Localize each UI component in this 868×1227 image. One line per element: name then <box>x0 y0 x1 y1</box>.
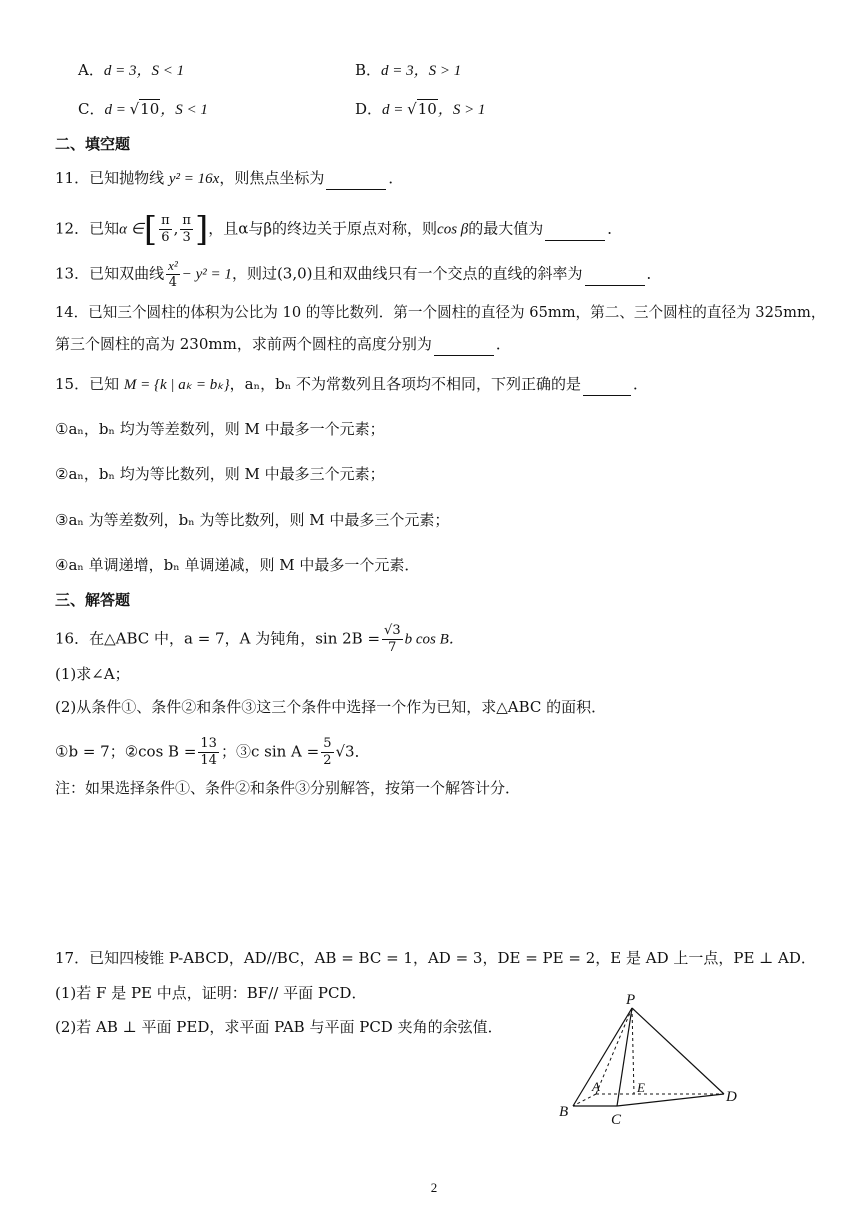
q13-answer-blank[interactable] <box>585 263 645 286</box>
q11-expr: y² = 16x <box>168 171 220 187</box>
option-a <box>78 59 184 82</box>
option-b-label: B． <box>355 61 382 79</box>
label-e: E <box>637 1080 645 1095</box>
option-d-suffix: ，S > 1 <box>437 102 486 118</box>
edge-pd <box>632 1008 724 1094</box>
q14-text: 已知三个圆柱的体积为公比为 10 的等比数列．第一个圆柱的直径为 65mm，第二、三个圆柱的直径为 325mm， <box>88 304 826 321</box>
q12-text: 已知 <box>89 219 120 238</box>
q12-end: ． <box>607 219 623 238</box>
q13-point: (3,0) <box>276 264 313 283</box>
q16-condition-1: ①b = 7；②cos B = <box>55 742 197 761</box>
q16-cond-frac-1 <box>198 736 219 769</box>
q16-cond-frac-2-den: 2 <box>323 753 332 768</box>
question-12: 12．已知α ∈[ $\frac{\pi}{6}$ , $\frac{\pi}{3}$ ]，且α与β的终边关于原点对称，则cos β的最大值为 ． <box>55 209 623 250</box>
q11-text: 已知抛物线 <box>89 169 169 187</box>
q16-text2: b cos B． <box>404 631 464 648</box>
section-heading-fill-in: 二、填空题 <box>55 135 131 153</box>
q12-text2: ，且α与β的终边关于原点对称，则 <box>208 219 438 238</box>
q14-number: 14． <box>55 304 89 321</box>
q13-end: ． <box>646 264 662 283</box>
q16-cond-frac-1-num: 13 <box>200 736 217 751</box>
q13-frac <box>166 258 180 291</box>
q13-text3: 且和双曲线只有一个交点的直线的斜率为 <box>312 264 583 283</box>
question-16 <box>55 623 464 656</box>
q12-frac-1 <box>159 213 172 246</box>
question-17 <box>55 947 816 969</box>
page-number: 2 <box>430 1180 438 1195</box>
q11-end: ． <box>388 169 404 187</box>
edge-pa-hidden <box>596 1008 632 1094</box>
q16-frac <box>382 623 403 656</box>
q15-number: 15． <box>55 375 90 393</box>
option-d: D．d = √10，S > 1 <box>355 100 486 118</box>
q16-part-1: (1)求∠A； <box>55 665 130 683</box>
q17-part-1: (1)若 F 是 PE 中点，证明：BF// 平面 PCD． <box>55 984 367 1002</box>
q12-frac-2 <box>180 213 193 246</box>
q13-text: 已知双曲线 <box>89 264 165 283</box>
question-14-line-1 <box>55 302 825 324</box>
q16-part-2: (2)从条件①、条件②和条件③这三个条件中选择一个作为已知，求△ABC 的面积． <box>55 698 607 716</box>
option-d-sqrt: 10 <box>417 100 437 118</box>
question-13 <box>55 258 662 291</box>
q16-frac-den: 7 <box>388 640 397 655</box>
q15-statement-1: ①aₙ，bₙ 均为等差数列，则 M 中最多一个元素； <box>55 420 385 438</box>
label-b: B <box>559 1104 569 1120</box>
q12-answer-blank[interactable] <box>545 218 605 241</box>
q13-frac-num: x² <box>168 258 178 273</box>
option-c-suffix: ，S < 1 <box>160 102 208 118</box>
label-d: D <box>726 1089 737 1105</box>
section-heading-solutions: 三、解答题 <box>55 591 131 609</box>
q15-expr: M = {k | aₖ = bₖ} <box>123 377 230 393</box>
q14-text2: 第三个圆柱的高为 230mm，求前两个圆柱的高度分别为 <box>55 335 432 353</box>
option-d-label: D． <box>355 100 383 118</box>
q16-frac-num: √3 <box>384 623 401 638</box>
option-c-sqrt: 10 <box>140 100 160 118</box>
q16-cond-frac-2-num: 5 <box>323 736 332 751</box>
q16-condition-3-sqrt: √3． <box>335 742 370 761</box>
q13-number: 13． <box>55 264 90 283</box>
edge-cd <box>617 1094 724 1106</box>
q12-frac-1-num: π <box>161 213 170 228</box>
q16-note: 注：如果选择条件①、条件②和条件③分别解答，按第一个解答计分． <box>55 779 521 797</box>
q12-right-bracket: ] <box>194 209 209 250</box>
q13-expr: − y² = 1 <box>181 266 232 283</box>
q16-cond-frac-2 <box>321 736 333 769</box>
q12-frac-1-den: 6 <box>161 230 170 245</box>
q13-text2: ，则过 <box>231 264 277 283</box>
option-c-label: C． <box>78 100 105 118</box>
q12-alpha-in: α ∈ <box>119 221 144 238</box>
edge-pb <box>573 1008 632 1106</box>
q13-frac-den: 4 <box>168 275 178 290</box>
option-a-label: A． <box>78 61 104 79</box>
q12-frac-2-den: 3 <box>182 230 191 245</box>
option-c-prefix: d = <box>104 102 130 118</box>
label-p: P <box>626 992 636 1008</box>
option-a-expr: d = 3，S < 1 <box>103 63 185 79</box>
q14-answer-blank[interactable] <box>434 333 494 356</box>
q16-text: 在△ABC 中，a = 7，A 为钝角，sin 2B = <box>89 629 381 648</box>
question-15 <box>55 373 648 396</box>
edge-ab-hidden <box>573 1094 596 1106</box>
q16-conditions <box>55 736 370 769</box>
q11-answer-blank[interactable] <box>326 167 386 190</box>
edge-pc <box>617 1008 632 1106</box>
option-c: C．d = √10，S < 1 <box>78 100 208 118</box>
q12-cos: cos β <box>437 221 469 238</box>
q11-number: 11． <box>55 169 90 187</box>
q15-statement-3: ③aₙ 为等差数列，bₙ 为等比数列，则 M 中最多三个元素； <box>55 511 450 529</box>
question-14-line-2 <box>55 333 511 356</box>
q12-left-bracket: [ <box>143 209 158 250</box>
label-a: A <box>592 1079 600 1094</box>
q16-condition-3: ；③c sin A = <box>220 742 320 761</box>
label-c: C <box>611 1112 622 1128</box>
q17-part-2: (2)若 AB ⊥ 平面 PED，求平面 PAB 与平面 PCD 夹角的余弦值． <box>55 1018 503 1036</box>
q15-end: ． <box>632 375 648 393</box>
q12-text3: 的最大值为 <box>468 219 544 238</box>
q15-statement-2: ②aₙ，bₙ 均为等比数列，则 M 中最多三个元素； <box>55 465 385 483</box>
q12-number: 12． <box>55 219 90 238</box>
q17-text: 已知四棱锥 P-ABCD，AD//BC，AB = BC = 1，AD = 3，DE = PE = 2，E 是 AD 上一点，PE ⊥ AD． <box>89 949 816 967</box>
option-d-prefix: d = <box>382 102 408 118</box>
q16-cond-frac-1-den: 14 <box>200 753 217 768</box>
q15-text: 已知 <box>89 375 124 393</box>
q12-frac-2-num: π <box>182 213 191 228</box>
q14-end: ． <box>495 335 511 353</box>
q16-number: 16． <box>55 629 90 648</box>
question-11 <box>55 167 403 190</box>
q15-statement-4: ④aₙ 单调递增，bₙ 单调递减，则 M 中最多一个元素． <box>55 556 420 574</box>
q15-text2: ，aₙ，bₙ 不为常数列且各项均不相同，下列正确的是 <box>229 375 581 393</box>
q15-answer-blank[interactable] <box>583 373 631 396</box>
q17-number: 17． <box>55 949 90 967</box>
option-b-expr: d = 3，S > 1 <box>381 63 462 79</box>
edge-pe-hidden <box>632 1008 634 1094</box>
q11-text2: ，则焦点坐标为 <box>219 169 325 187</box>
option-b <box>355 59 461 82</box>
